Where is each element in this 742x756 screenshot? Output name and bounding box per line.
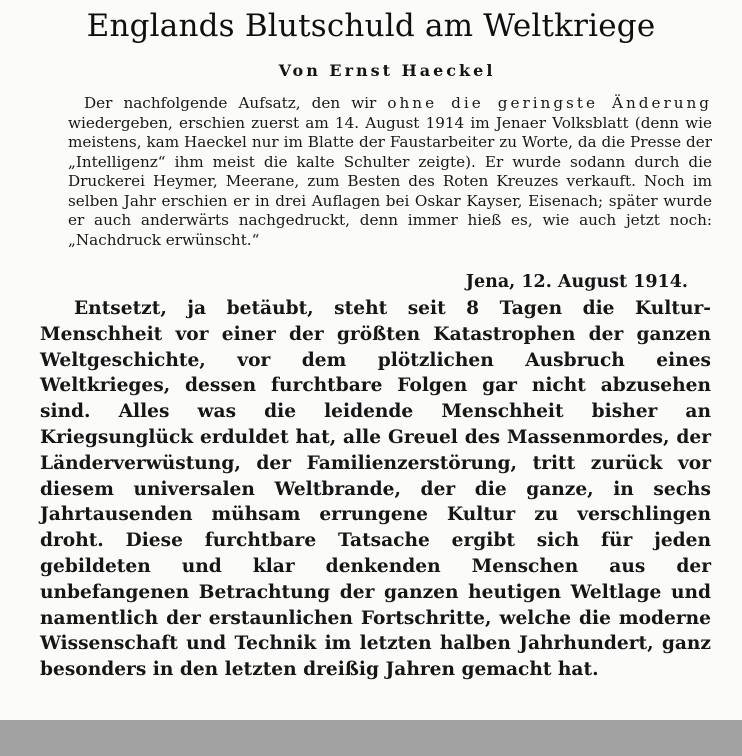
scan-bottom-margin — [0, 720, 742, 756]
dateline: Jena, 12. August 1914. — [465, 272, 688, 292]
author-byline: Von Ernst Haeckel — [278, 61, 496, 80]
intro-text-part2: wiedergeben, erschien zuerst am 14. August 1914 im Jenaer Volksblatt (denn wie meistens, kam Haeckel nur im Blatte der Faustarbeiter zu Worte, da die Presse der „Intelligenz“ ihm meist die kalte Schulter zeigte). Er wurde sodann durch die Druckerei Heymer, Meerane, zum Besten des Roten Kreuzes verkauft. Noch im selben Jahr erschien er in drei Auflagen bei Oskar Kayser, Eisenach; später wurde er auch anderwärts nachgedruckt, denn immer hieß es, wie auch jetzt noch: „Nachdruck erwünscht.“ — [68, 113, 712, 249]
intro-text-part1: Der nachfolgende Aufsatz, den wir — [84, 94, 388, 112]
body-paragraph: Entsetzt, ja betäubt, steht seit 8 Tagen die Kultur-Menschheit vor einer der größten Katastrophen der ganzen Weltgeschichte, vor dem plötzlichen Ausbruch eines Weltkrieges, dessen furchtbare Folgen gar nicht abzusehen sind. Alles was die leidende Menschheit bisher an Kriegsunglück erduldet hat, alle Greuel des Massenmordes, der Länderverwüstung, der Familienzerstörung, tritt zurück vor diesem universalen Weltbrande, der die ganze, in sechs Jahrtausenden mühsam errungene Kultur zu verschlingen droht. Diese furchtbare Tatsache ergibt sich für jeden gebildeten und klar denkenden Menschen aus der unbefangenen Betrachtung der ganzen heutigen Weltlage und namentlich der erstaunlichen Fortschritte, welche die moderne Wissenschaft und Technik im letzten halben Jahrhundert, ganz besonders in den letzten dreißig Jahren gemacht hat. — [40, 298, 711, 681]
editorial-note — [68, 94, 712, 250]
article-title: Englands Blutschuld am Weltkriege — [86, 8, 656, 44]
article-body — [40, 296, 711, 683]
intro-emphasis: ohne die geringste Änderung — [387, 94, 712, 112]
